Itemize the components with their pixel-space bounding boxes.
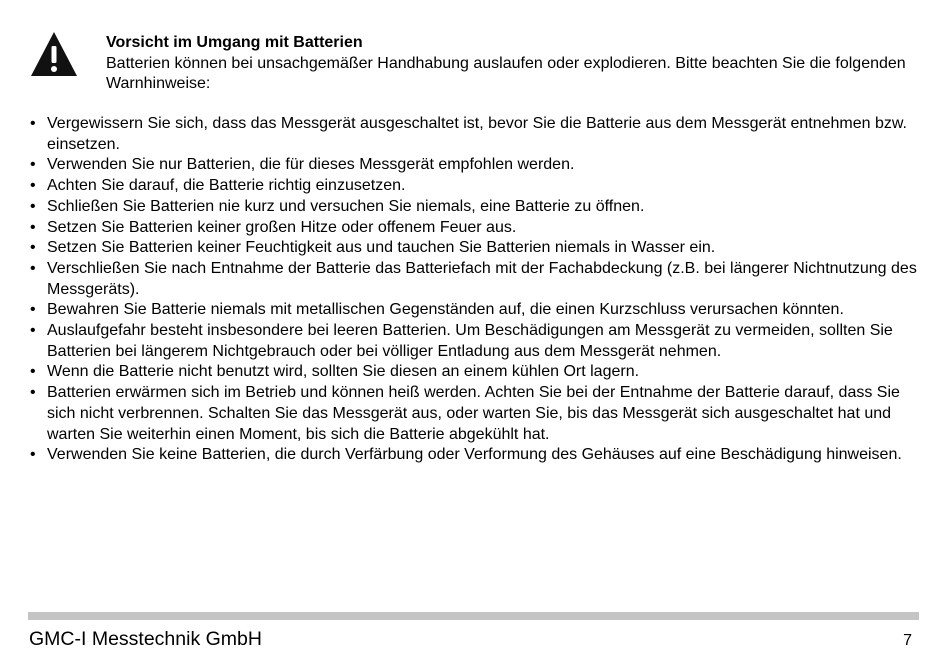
list-item (28, 176, 918, 197)
bullet-icon: • (30, 197, 36, 215)
list-item (28, 445, 918, 466)
warning-bullet-list (28, 114, 918, 466)
bullet-icon: • (30, 363, 36, 381)
bullet-icon: • (30, 259, 36, 277)
warning-triangle-icon (30, 31, 78, 77)
footer-divider (28, 612, 919, 620)
list-item (28, 300, 918, 321)
list-item (28, 383, 918, 445)
list-item (28, 114, 918, 155)
warning-title: Vorsicht im Umgang mit Batterien (106, 34, 363, 51)
list-item (28, 362, 918, 383)
bullet-icon: • (30, 384, 36, 402)
bullet-icon: • (30, 218, 36, 236)
list-item-text: Bewahren Sie Batterie niemals mit metallischen Gegenständen auf, die einen Kurzschluss verursachen könnten. (47, 301, 844, 319)
list-item-text: Auslaufgefahr besteht insbesondere bei leeren Batterien. Um Beschädigungen am Messgerät zu vermeiden, sollten Sie Batterien bei längerem Nichtgebrauch oder bei völliger Entladung aus dem Messgerät nehmen. (47, 322, 893, 360)
list-item-text: Setzen Sie Batterien keiner Feuchtigkeit aus und tauchen Sie Batterien niemals in Wasser ein. (47, 239, 716, 257)
bullet-icon: • (30, 446, 36, 464)
list-item-text: Achten Sie darauf, die Batterie richtig einzusetzen. (47, 177, 406, 195)
list-item (28, 155, 918, 176)
list-item-text: Verwenden Sie keine Batterien, die durch Verfärbung oder Verformung des Gehäuses auf eine Beschädigung hinweisen. (47, 446, 902, 464)
list-item-text: Verschließen Sie nach Entnahme der Batterie das Batteriefach mit der Fachabdeckung (z.B. bei längerer Nichtnutzung des Messgeräts). (47, 259, 917, 298)
bullet-icon: • (30, 177, 36, 195)
list-item-text: Schließen Sie Batterien nie kurz und versuchen Sie niemals, eine Batterie zu öffnen. (47, 197, 645, 215)
list-item-text: Batterien erwärmen sich im Betrieb und können heiß werden. Achten Sie bei der Entnahme der Batterie darauf, dass Sie sich nicht verbrennen. Schalten Sie das Messgerät aus, oder warten Sie, bis das Messgerät sich ausgeschaltet hat und warten Sie weiterhin einen Moment, bis sich die Batterie abgekühlt hat. (47, 384, 900, 443)
list-item-text: Verwenden Sie nur Batterien, die für dieses Messgerät empfohlen werden. (47, 156, 575, 174)
list-item (28, 238, 918, 259)
bullet-icon: • (30, 301, 36, 319)
page-number: 7 (903, 632, 912, 649)
list-item (28, 218, 918, 239)
warning-block (106, 33, 906, 95)
warning-text: Batterien können bei unsachgemäßer Handhabung auslaufen oder explodieren. Bitte beachten Sie die folgenden Warnhinweise: (106, 54, 906, 92)
footer-company-name: GMC-I Messtechnik GmbH (29, 628, 262, 650)
bullet-icon: • (30, 115, 36, 132)
list-item-text: Setzen Sie Batterien keiner großen Hitze oder offenem Feuer aus. (47, 218, 517, 236)
bullet-icon: • (30, 239, 36, 257)
list-item-text: Vergewissern Sie sich, dass das Messgerät ausgeschaltet ist, bevor Sie die Batterie aus dem Messgerät entnehmen bzw. einsetzen. (47, 115, 907, 153)
list-item (28, 321, 918, 362)
list-item (28, 197, 918, 218)
list-item-text: Wenn die Batterie nicht benutzt wird, sollten Sie diesen an einem kühlen Ort lagern. (47, 363, 640, 381)
bullet-icon: • (30, 322, 36, 340)
bullet-icon: • (30, 156, 36, 174)
list-item (28, 259, 918, 300)
